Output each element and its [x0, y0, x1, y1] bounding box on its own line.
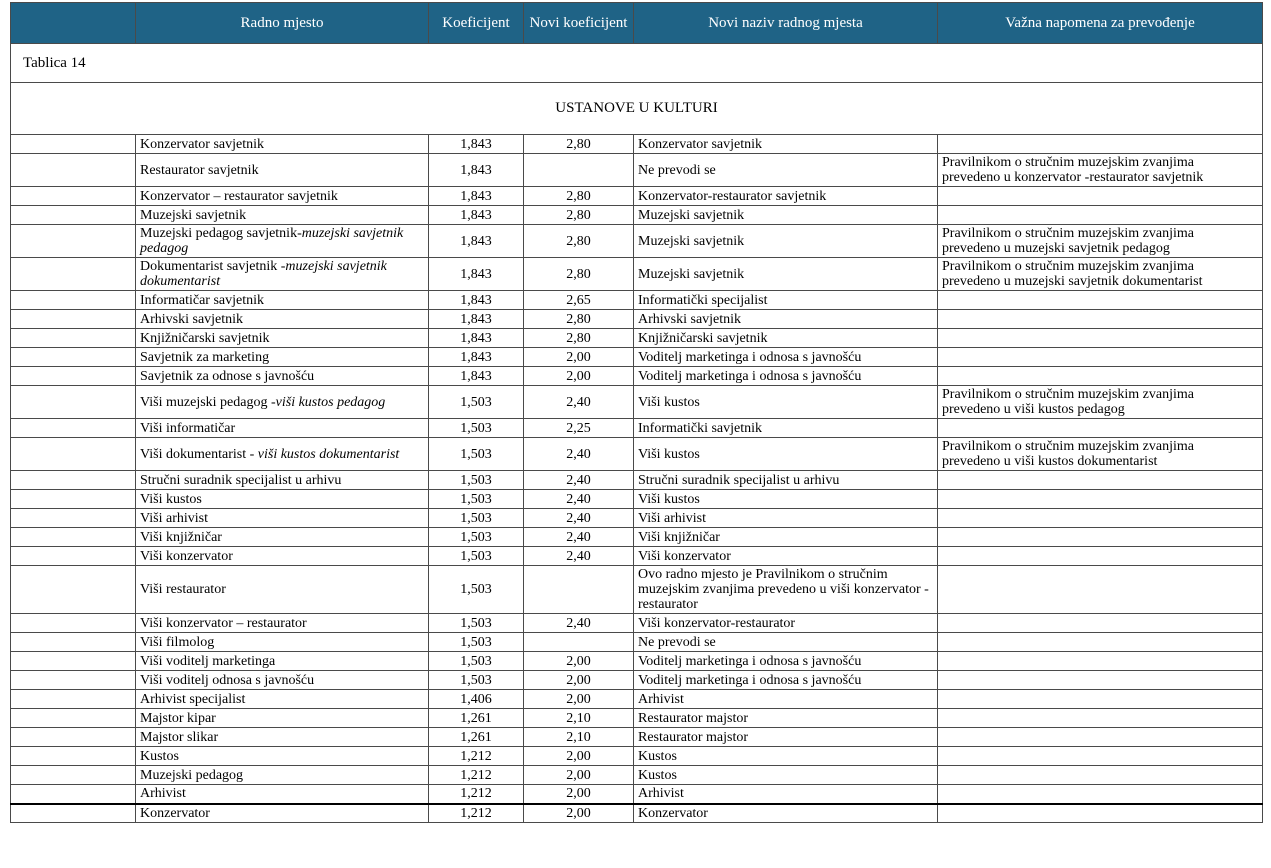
novi-koeficijent-cell: 2,40: [524, 438, 634, 471]
row-empty-cell: [11, 225, 136, 258]
napomena-cell: [938, 509, 1263, 528]
row-empty-cell: [11, 528, 136, 547]
koeficijent-cell: 1,261: [429, 728, 524, 747]
radno-mjesto-segment: Viši muzejski pedagog -: [140, 394, 276, 410]
koeficijent-cell: 1,212: [429, 785, 524, 804]
novi-koeficijent-cell: 2,00: [524, 367, 634, 386]
row-empty-cell: [11, 766, 136, 785]
novi-naziv-cell: Kustos: [634, 747, 938, 766]
koeficijent-cell: 1,406: [429, 690, 524, 709]
row-empty-cell: [11, 348, 136, 367]
row-empty-cell: [11, 135, 136, 154]
novi-naziv-cell: Voditelj marketinga i odnosa s javnošću: [634, 671, 938, 690]
table-row: [11, 547, 1263, 566]
napomena-cell: [938, 490, 1263, 509]
table-row: [11, 614, 1263, 633]
novi-koeficijent-cell: 2,25: [524, 419, 634, 438]
radno-mjesto-cell: Muzejski savjetnik: [136, 206, 429, 225]
table-row: [11, 690, 1263, 709]
napomena-cell: [938, 709, 1263, 728]
novi-naziv-cell: Restaurator majstor: [634, 728, 938, 747]
napomena-cell: [938, 135, 1263, 154]
row-empty-cell: [11, 747, 136, 766]
row-empty-cell: [11, 728, 136, 747]
row-empty-cell: [11, 291, 136, 310]
koeficijent-cell: 1,843: [429, 206, 524, 225]
novi-koeficijent-cell: 2,80: [524, 225, 634, 258]
koeficijent-cell: 1,503: [429, 547, 524, 566]
row-empty-cell: [11, 804, 136, 823]
koeficijent-cell: 1,503: [429, 438, 524, 471]
table-row: [11, 367, 1263, 386]
novi-koeficijent-cell: 2,00: [524, 804, 634, 823]
row-empty-cell: [11, 690, 136, 709]
koeficijent-cell: 1,843: [429, 348, 524, 367]
row-empty-cell: [11, 566, 136, 614]
koeficijent-cell: 1,503: [429, 614, 524, 633]
radno-mjesto-cell: Viši restaurator: [136, 566, 429, 614]
koeficijent-cell: 1,503: [429, 528, 524, 547]
row-empty-cell: [11, 785, 136, 804]
row-empty-cell: [11, 187, 136, 206]
koeficijent-cell: 1,503: [429, 509, 524, 528]
table-label-row: [11, 44, 1263, 83]
radno-mjesto-cell: Viši konzervator: [136, 547, 429, 566]
radno-mjesto-segment: Viši dokumentarist -: [140, 446, 258, 462]
napomena-cell: Pravilnikom o stručnim muzejskim zvanjima prevedeno u muzejski savjetnik dokumentarist: [938, 258, 1263, 291]
napomena-cell: [938, 690, 1263, 709]
napomena-cell: [938, 766, 1263, 785]
table-row: [11, 652, 1263, 671]
novi-naziv-cell: Ne prevodi se: [634, 633, 938, 652]
koeficijent-cell: 1,212: [429, 804, 524, 823]
koeficijent-cell: 1,843: [429, 225, 524, 258]
radno-mjesto-cell: [136, 258, 429, 291]
radno-mjesto-cell: [136, 225, 429, 258]
novi-koeficijent-cell: [524, 566, 634, 614]
novi-naziv-cell: Arhivski savjetnik: [634, 310, 938, 329]
table-row: [11, 471, 1263, 490]
row-empty-cell: [11, 206, 136, 225]
table-row: [11, 291, 1263, 310]
napomena-cell: [938, 206, 1263, 225]
table-row: [11, 438, 1263, 471]
radno-mjesto-cell: Savjetnik za marketing: [136, 348, 429, 367]
koeficijent-cell: 1,503: [429, 386, 524, 419]
radno-mjesto-cell: Stručni suradnik specijalist u arhivu: [136, 471, 429, 490]
novi-koeficijent-cell: 2,80: [524, 187, 634, 206]
novi-naziv-cell: Arhivist: [634, 785, 938, 804]
koeficijent-cell: 1,843: [429, 135, 524, 154]
novi-naziv-cell: Muzejski savjetnik: [634, 225, 938, 258]
table-row: [11, 671, 1263, 690]
column-header-novi-koeficijent: Novi koeficijent: [524, 3, 634, 44]
napomena-cell: [938, 785, 1263, 804]
novi-koeficijent-cell: 2,80: [524, 206, 634, 225]
table-row: [11, 419, 1263, 438]
napomena-cell: [938, 728, 1263, 747]
novi-koeficijent-cell: 2,40: [524, 490, 634, 509]
novi-koeficijent-cell: 2,10: [524, 709, 634, 728]
koeficijent-cell: 1,503: [429, 490, 524, 509]
novi-koeficijent-cell: 2,00: [524, 652, 634, 671]
novi-naziv-cell: Viši kustos: [634, 490, 938, 509]
column-header-empty: [11, 3, 136, 44]
koeficijent-cell: 1,212: [429, 766, 524, 785]
novi-koeficijent-cell: 2,00: [524, 671, 634, 690]
table-row: [11, 728, 1263, 747]
napomena-cell: Pravilnikom o stručnim muzejskim zvanjima prevedeno u viši kustos pedagog: [938, 386, 1263, 419]
novi-naziv-cell: Viši knjižničar: [634, 528, 938, 547]
radno-mjesto-cell: Konzervator savjetnik: [136, 135, 429, 154]
novi-koeficijent-cell: 2,80: [524, 310, 634, 329]
napomena-cell: [938, 329, 1263, 348]
table-row: [11, 258, 1263, 291]
novi-koeficijent-cell: 2,80: [524, 135, 634, 154]
novi-koeficijent-cell: 2,00: [524, 690, 634, 709]
radno-mjesto-cell: Savjetnik za odnose s javnošću: [136, 367, 429, 386]
novi-naziv-cell: Viši kustos: [634, 438, 938, 471]
table-row: [11, 225, 1263, 258]
novi-naziv-cell: Arhivist: [634, 690, 938, 709]
table-row: [11, 135, 1263, 154]
table-row: [11, 187, 1263, 206]
novi-koeficijent-cell: 2,40: [524, 509, 634, 528]
napomena-cell: [938, 367, 1263, 386]
radno-mjesto-cell: Informatičar savjetnik: [136, 291, 429, 310]
page-title: USTANOVE U KULTURI: [11, 83, 1263, 135]
row-empty-cell: [11, 329, 136, 348]
koeficijent-cell: 1,843: [429, 154, 524, 187]
novi-naziv-cell: Konzervator: [634, 804, 938, 823]
novi-naziv-cell: Knjižničarski savjetnik: [634, 329, 938, 348]
radno-mjesto-cell: Konzervator – restaurator savjetnik: [136, 187, 429, 206]
table-row: [11, 785, 1263, 804]
radno-mjesto-segment: Muzejski pedagog savjetnik-: [140, 226, 302, 241]
novi-naziv-cell: Voditelj marketinga i odnosa s javnošću: [634, 367, 938, 386]
table-header: [11, 3, 1263, 44]
radno-mjesto-cell: Viši informatičar: [136, 419, 429, 438]
table-row: [11, 206, 1263, 225]
koeficijent-cell: 1,843: [429, 329, 524, 348]
column-header-radno-mjesto: Radno mjesto: [136, 3, 429, 44]
novi-naziv-cell: Viši konzervator-restaurator: [634, 614, 938, 633]
radno-mjesto-cell: Knjižničarski savjetnik: [136, 329, 429, 348]
napomena-cell: Pravilnikom o stručnim muzejskim zvanjima prevedeno u konzervator -restaurator savjetnik: [938, 154, 1263, 187]
document-table: [10, 2, 1263, 823]
novi-naziv-cell: Viši kustos: [634, 386, 938, 419]
table-row: [11, 709, 1263, 728]
novi-koeficijent-cell: 2,40: [524, 614, 634, 633]
koeficijent-cell: 1,503: [429, 652, 524, 671]
column-header-koeficijent: Koeficijent: [429, 3, 524, 44]
radno-mjesto-cell: Kustos: [136, 747, 429, 766]
row-empty-cell: [11, 490, 136, 509]
napomena-cell: [938, 633, 1263, 652]
novi-koeficijent-cell: [524, 633, 634, 652]
radno-mjesto-cell: Viši voditelj marketinga: [136, 652, 429, 671]
radno-mjesto-cell: Viši filmolog: [136, 633, 429, 652]
radno-mjesto-cell: Viši knjižničar: [136, 528, 429, 547]
row-empty-cell: [11, 258, 136, 291]
novi-naziv-cell: Voditelj marketinga i odnosa s javnošću: [634, 652, 938, 671]
koeficijent-cell: 1,843: [429, 258, 524, 291]
napomena-cell: [938, 528, 1263, 547]
novi-naziv-cell: Viši konzervator: [634, 547, 938, 566]
koeficijent-cell: 1,503: [429, 471, 524, 490]
radno-mjesto-segment: Dokumentarist savjetnik -: [140, 259, 286, 274]
table-row: [11, 490, 1263, 509]
koeficijent-cell: 1,843: [429, 187, 524, 206]
novi-koeficijent-cell: 2,65: [524, 291, 634, 310]
radno-mjesto-cell: Majstor slikar: [136, 728, 429, 747]
radno-mjesto-italic-segment: viši kustos dokumentarist: [257, 446, 400, 462]
row-empty-cell: [11, 310, 136, 329]
table-row: [11, 329, 1263, 348]
novi-naziv-cell: Restaurator majstor: [634, 709, 938, 728]
napomena-cell: [938, 671, 1263, 690]
radno-mjesto-cell: Arhivist specijalist: [136, 690, 429, 709]
koeficijent-cell: 1,843: [429, 310, 524, 329]
koeficijent-cell: 1,261: [429, 709, 524, 728]
novi-koeficijent-cell: 2,00: [524, 348, 634, 367]
novi-koeficijent-cell: 2,40: [524, 386, 634, 419]
napomena-cell: [938, 804, 1263, 823]
novi-naziv-cell: Muzejski savjetnik: [634, 258, 938, 291]
table-row: [11, 154, 1263, 187]
table-label: Tablica 14: [11, 44, 1263, 83]
radno-mjesto-cell: Viši kustos: [136, 490, 429, 509]
radno-mjesto-cell: Konzervator: [136, 804, 429, 823]
napomena-cell: Pravilnikom o stručnim muzejskim zvanjima prevedeno u viši kustos dokumentarist: [938, 438, 1263, 471]
row-empty-cell: [11, 671, 136, 690]
koeficijent-cell: 1,843: [429, 367, 524, 386]
table-row: [11, 310, 1263, 329]
table-row: [11, 747, 1263, 766]
novi-koeficijent-cell: 2,00: [524, 785, 634, 804]
table-row: [11, 766, 1263, 785]
radno-mjesto-cell: Arhivski savjetnik: [136, 310, 429, 329]
novi-koeficijent-cell: 2,40: [524, 547, 634, 566]
row-empty-cell: [11, 419, 136, 438]
novi-naziv-cell: Stručni suradnik specijalist u arhivu: [634, 471, 938, 490]
radno-mjesto-cell: Restaurator savjetnik: [136, 154, 429, 187]
row-empty-cell: [11, 386, 136, 419]
novi-koeficijent-cell: 2,80: [524, 258, 634, 291]
napomena-cell: [938, 348, 1263, 367]
novi-koeficijent-cell: 2,40: [524, 528, 634, 547]
novi-koeficijent-cell: [524, 154, 634, 187]
table-row: [11, 804, 1263, 823]
table-row: [11, 633, 1263, 652]
novi-koeficijent-cell: 2,80: [524, 329, 634, 348]
napomena-cell: [938, 652, 1263, 671]
table-row: [11, 566, 1263, 614]
napomena-cell: Pravilnikom o stručnim muzejskim zvanjima prevedeno u muzejski savjetnik pedagog: [938, 225, 1263, 258]
koeficijent-cell: 1,503: [429, 633, 524, 652]
row-empty-cell: [11, 438, 136, 471]
radno-mjesto-cell: Viši voditelj odnosa s javnošću: [136, 671, 429, 690]
table-title-row: [11, 83, 1263, 135]
koeficijent-cell: 1,212: [429, 747, 524, 766]
row-empty-cell: [11, 652, 136, 671]
row-empty-cell: [11, 547, 136, 566]
napomena-cell: [938, 471, 1263, 490]
radno-mjesto-italic-segment: muzejski savjetnik pedagog: [140, 226, 404, 256]
napomena-cell: [938, 747, 1263, 766]
napomena-cell: [938, 187, 1263, 206]
koeficijent-cell: 1,503: [429, 566, 524, 614]
koeficijent-cell: 1,503: [429, 419, 524, 438]
novi-naziv-cell: Ovo radno mjesto je Pravilnikom o stručnim muzejskim zvanjima prevedeno u viši konzervator -restaurator: [634, 566, 938, 614]
novi-naziv-cell: Muzejski savjetnik: [634, 206, 938, 225]
radno-mjesto-italic-segment: muzejski savjetnik dokumentarist: [140, 259, 387, 289]
napomena-cell: [938, 566, 1263, 614]
radno-mjesto-cell: Arhivist: [136, 785, 429, 804]
row-empty-cell: [11, 614, 136, 633]
column-header-novi-naziv: Novi naziv radnog mjesta: [634, 3, 938, 44]
radno-mjesto-cell: Majstor kipar: [136, 709, 429, 728]
row-empty-cell: [11, 471, 136, 490]
novi-naziv-cell: Viši arhivist: [634, 509, 938, 528]
napomena-cell: [938, 614, 1263, 633]
novi-naziv-cell: Konzervator-restaurator savjetnik: [634, 187, 938, 206]
napomena-cell: [938, 419, 1263, 438]
koeficijent-cell: 1,843: [429, 291, 524, 310]
novi-naziv-cell: Informatički specijalist: [634, 291, 938, 310]
radno-mjesto-cell: Muzejski pedagog: [136, 766, 429, 785]
table-body: [11, 135, 1263, 823]
napomena-cell: [938, 547, 1263, 566]
table-header-row: [11, 3, 1263, 44]
table-row: [11, 509, 1263, 528]
row-empty-cell: [11, 633, 136, 652]
radno-mjesto-cell: [136, 386, 429, 419]
novi-naziv-cell: Kustos: [634, 766, 938, 785]
novi-naziv-cell: Ne prevodi se: [634, 154, 938, 187]
column-header-napomena: Važna napomena za prevođenje: [938, 3, 1263, 44]
row-empty-cell: [11, 154, 136, 187]
radno-mjesto-cell: [136, 438, 429, 471]
table-row: [11, 528, 1263, 547]
table-caption-section: [11, 44, 1263, 135]
napomena-cell: [938, 291, 1263, 310]
row-empty-cell: [11, 709, 136, 728]
novi-naziv-cell: Voditelj marketinga i odnosa s javnošću: [634, 348, 938, 367]
radno-mjesto-cell: Viši konzervator – restaurator: [136, 614, 429, 633]
row-empty-cell: [11, 367, 136, 386]
table-row: [11, 348, 1263, 367]
novi-koeficijent-cell: 2,10: [524, 728, 634, 747]
table-row: [11, 386, 1263, 419]
radno-mjesto-cell: Viši arhivist: [136, 509, 429, 528]
row-empty-cell: [11, 509, 136, 528]
napomena-cell: [938, 310, 1263, 329]
novi-koeficijent-cell: 2,40: [524, 471, 634, 490]
koeficijent-cell: 1,503: [429, 671, 524, 690]
novi-naziv-cell: Informatički savjetnik: [634, 419, 938, 438]
novi-naziv-cell: Konzervator savjetnik: [634, 135, 938, 154]
novi-koeficijent-cell: 2,00: [524, 747, 634, 766]
novi-koeficijent-cell: 2,00: [524, 766, 634, 785]
radno-mjesto-italic-segment: viši kustos pedagog: [275, 394, 386, 410]
